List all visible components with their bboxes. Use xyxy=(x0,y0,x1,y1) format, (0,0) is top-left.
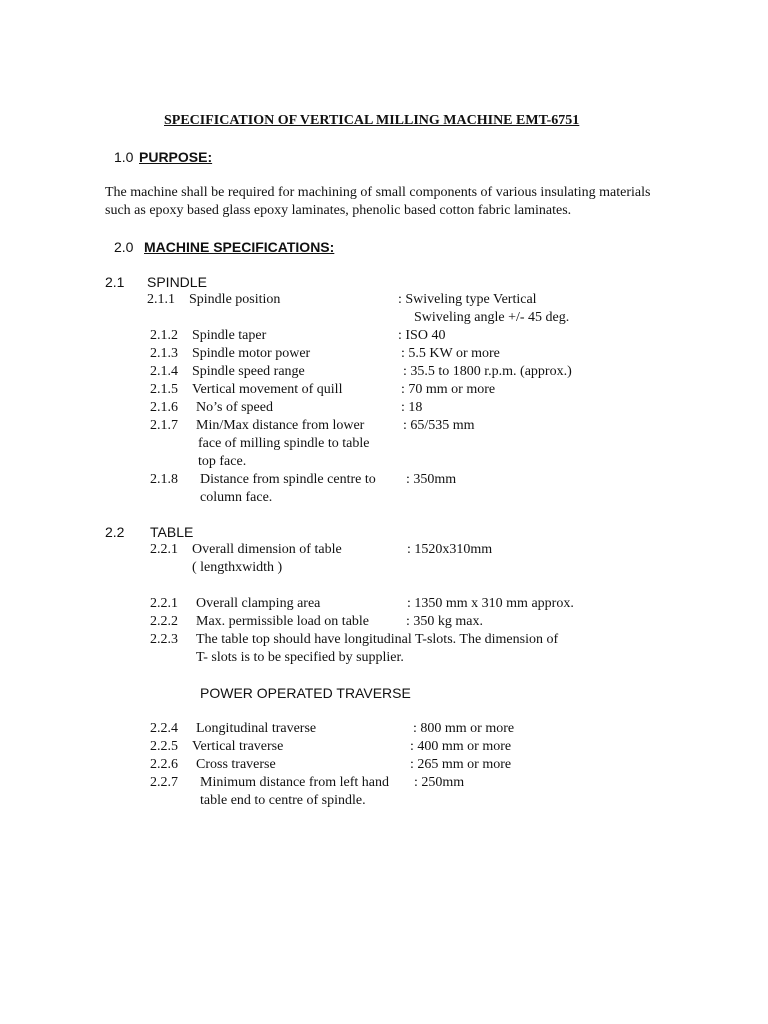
spindle-heading: SPINDLE xyxy=(147,274,207,290)
spec-value: : 265 mm or more xyxy=(410,757,512,772)
spec-label-cont: ( lengthxwidth ) xyxy=(192,560,283,575)
spec-number: 2.2.5 xyxy=(150,739,178,754)
spec-label-cont: face of milling spindle to table xyxy=(198,436,370,451)
spec-value: : ISO 40 xyxy=(398,328,446,343)
spec-label: Longitudinal traverse xyxy=(196,721,317,736)
spec-label: Min/Max distance from lower xyxy=(196,418,365,433)
spec-number: 2.2.6 xyxy=(150,757,178,772)
spec-number: 2.1.4 xyxy=(150,364,178,379)
spec-label-cont: table end to centre of spindle. xyxy=(200,793,366,808)
section-number-2-1: 2.1 xyxy=(105,274,125,290)
spec-value: : Swiveling type Vertical xyxy=(398,292,537,307)
section-number-2-2: 2.2 xyxy=(105,524,125,540)
spec-value: : 5.5 KW or more xyxy=(401,346,500,361)
spec-label-cont: top face. xyxy=(198,454,247,469)
section-number-2-0: 2.0 xyxy=(114,239,134,255)
spec-number: 2.2.2 xyxy=(150,614,178,629)
spec-label: Vertical movement of quill xyxy=(192,382,343,397)
spec-value: : 800 mm or more xyxy=(413,721,515,736)
spec-label: No’s of speed xyxy=(196,400,273,415)
spec-label: Vertical traverse xyxy=(192,739,284,754)
spec-number: 2.1.5 xyxy=(150,382,178,397)
purpose-text-line1: The machine shall be required for machining of small components of various insulating materials xyxy=(105,185,651,200)
spec-label-cont: column face. xyxy=(200,490,273,505)
spec-label: Spindle speed range xyxy=(192,364,305,379)
purpose-text-line2: such as epoxy based glass epoxy laminates, phenolic based cotton fabric laminates. xyxy=(105,203,572,218)
spec-number: 2.1.8 xyxy=(150,472,178,487)
document-title: SPECIFICATION OF VERTICAL MILLING MACHINE EMT-6751 xyxy=(164,113,580,128)
machine-specs-heading: MACHINE SPECIFICATIONS: xyxy=(144,239,335,255)
spec-label: The table top should have longitudinal T-slots. The dimension of xyxy=(196,632,559,647)
spec-number: 2.1.1 xyxy=(147,292,175,307)
spec-label: Spindle position xyxy=(189,292,281,307)
spec-label-cont: T- slots is to be specified by supplier. xyxy=(196,650,404,665)
spec-value: : 18 xyxy=(401,400,423,415)
spec-number: 2.2.1 xyxy=(150,542,178,557)
spec-label: Spindle taper xyxy=(192,328,267,343)
spec-number: 2.2.4 xyxy=(150,721,178,736)
spec-value: : 70 mm or more xyxy=(401,382,496,397)
purpose-heading: PURPOSE: xyxy=(139,149,213,165)
spec-number: 2.1.3 xyxy=(150,346,178,361)
spec-value: : 350mm xyxy=(406,472,457,487)
spec-label: Distance from spindle centre to xyxy=(200,472,376,487)
spec-number: 2.2.3 xyxy=(150,632,178,647)
spec-number: 2.1.6 xyxy=(150,400,178,415)
spec-value: : 65/535 mm xyxy=(403,418,475,433)
spec-value: : 350 kg max. xyxy=(406,614,483,629)
spec-label: Cross traverse xyxy=(196,757,276,772)
spec-label: Overall clamping area xyxy=(196,596,321,611)
spec-value: : 400 mm or more xyxy=(410,739,512,754)
section-number-1-0: 1.0 xyxy=(114,149,134,165)
spec-label: Max. permissible load on table xyxy=(196,614,370,629)
traverse-subheading: POWER OPERATED TRAVERSE xyxy=(200,685,411,701)
spec-number: 2.2.7 xyxy=(150,775,178,790)
spec-number: 2.2.1 xyxy=(150,596,178,611)
spec-label: Minimum distance from left hand xyxy=(200,775,389,790)
spec-value: : 250mm xyxy=(414,775,465,790)
spec-number: 2.1.7 xyxy=(150,418,178,433)
spec-label: Overall dimension of table xyxy=(192,542,342,557)
spec-number: 2.1.2 xyxy=(150,328,178,343)
spec-value: : 35.5 to 1800 r.p.m. (approx.) xyxy=(403,364,572,379)
spec-value-cont: Swiveling angle +/- 45 deg. xyxy=(414,310,570,325)
spec-value: : 1520x310mm xyxy=(407,542,493,557)
spec-label: Spindle motor power xyxy=(192,346,311,361)
spec-value: : 1350 mm x 310 mm approx. xyxy=(407,596,574,611)
table-heading: TABLE xyxy=(150,524,194,540)
